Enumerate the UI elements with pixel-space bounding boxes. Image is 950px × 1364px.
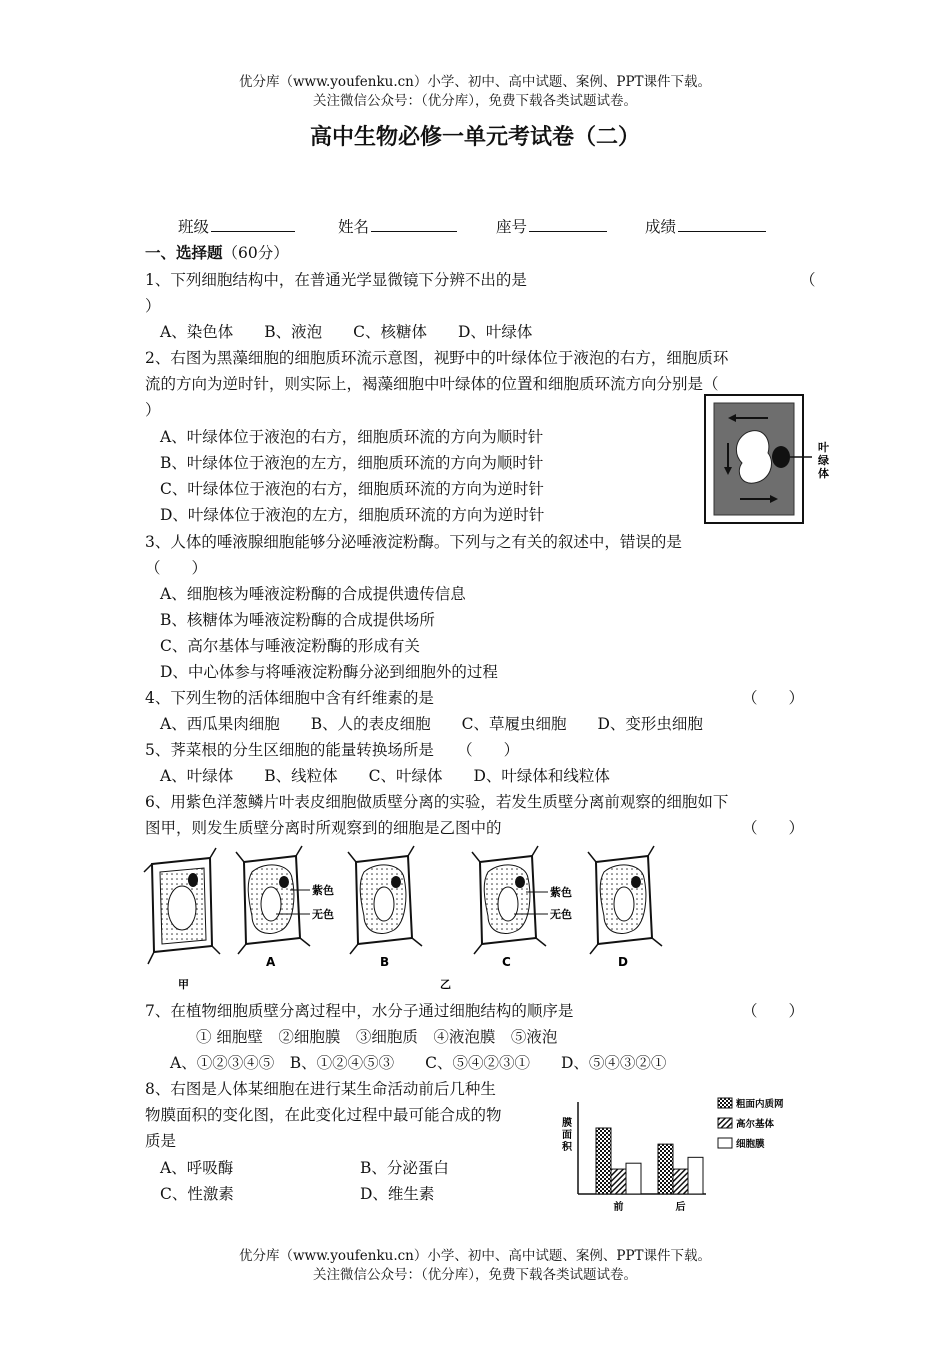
legend-swatch-0 — [718, 1098, 732, 1108]
cell-d — [588, 846, 662, 954]
q8-stem-line-2: 物膜面积的变化图，在此变化过程中最可能合成的物 — [145, 1106, 502, 1124]
chloroplast-label-2: 绿 — [818, 454, 829, 467]
seat-blank[interactable] — [529, 217, 607, 232]
q4-stem: 4、下列生物的活体细胞中含有纤维素的是 — [145, 689, 434, 707]
label-c: C — [502, 955, 511, 969]
q7-options: A、①②③④⑤ B、①②④⑤③ C、⑤④②③① D、⑤④③②① — [170, 1054, 667, 1072]
q6-bracket: （ ） — [742, 819, 805, 837]
q2-option-a: A、叶绿体位于液泡的右方，细胞质环流的方向为顺时针 — [160, 428, 544, 446]
q6-stem-line-1: 6、用紫色洋葱鳞片叶表皮细胞做质壁分离的实验，若发生质壁分离前观察的细胞如下 — [145, 793, 729, 811]
cell-a — [236, 846, 310, 954]
name-label: 姓名 — [338, 218, 370, 236]
bar-before-series-2 — [626, 1163, 641, 1194]
legend-swatch-2 — [718, 1138, 732, 1148]
q3-option-b: B、核糖体为唾液淀粉酶的合成提供场所 — [160, 611, 435, 629]
bar-after-series-2 — [688, 1157, 703, 1194]
label-purple-2: 紫色 — [550, 886, 572, 899]
q1-options: A、染色体 B、液泡 C、核糖体 D、叶绿体 — [160, 323, 533, 341]
bar-after-series-1 — [673, 1169, 688, 1194]
chloroplast-label-3: 体 — [818, 467, 829, 480]
q8-stem-line-3: 质是 — [145, 1132, 177, 1150]
cell-b — [348, 846, 422, 954]
x-tick-label-0: 前 — [613, 1202, 624, 1213]
q8-option-b: B、分泌蛋白 — [360, 1159, 449, 1177]
q2-stem-line-3: ） — [145, 401, 161, 419]
q2-option-b: B、叶绿体位于液泡的左方，细胞质环流的方向为顺时针 — [160, 454, 544, 472]
legend-label-1: 高尔基体 — [736, 1119, 775, 1130]
q6-plasmolysis-figure — [140, 842, 670, 992]
q5-options: A、叶绿体 B、线粒体 C、叶绿体 D、叶绿体和线粒体 — [160, 767, 610, 785]
label-yi: 乙 — [440, 978, 451, 991]
q1-bracket-open: （ — [800, 271, 816, 289]
q3-stem-line-2: （ ） — [145, 559, 208, 577]
name-blank[interactable] — [371, 217, 457, 232]
bar-after-series-0 — [658, 1144, 673, 1194]
q4-bracket: （ ） — [742, 689, 805, 707]
chloroplast — [772, 446, 790, 468]
info-name — [338, 215, 457, 237]
label-a: A — [266, 955, 276, 969]
label-b: B — [380, 955, 390, 969]
header-line-1: 优分库（www.youfenku.cn）小学、初中、高中试题、案例、PPT课件下载。 — [238, 74, 712, 90]
info-class — [178, 215, 295, 237]
section-1-points: （60分） — [222, 244, 289, 262]
bar-before-series-0 — [596, 1128, 611, 1194]
q5-stem: 5、荠菜根的分生区细胞的能量转换场所是 （ ） — [145, 741, 520, 759]
q2-option-d: D、叶绿体位于液泡的左方，细胞质环流的方向为逆时针 — [160, 506, 545, 524]
q8-membrane-area-chart — [560, 1090, 810, 1216]
q7-items: ① 细胞壁 ②细胞膜 ③细胞质 ④液泡膜 ⑤液泡 — [196, 1028, 558, 1046]
q1-stem: 1、下列细胞结构中，在普通光学显微镜下分辨不出的是 — [145, 271, 527, 289]
cell-c — [472, 846, 546, 954]
x-tick-label-1: 后 — [675, 1202, 686, 1213]
footer-line-2: 关注微信公众号：（优分库），免费下载各类试题试卷。 — [313, 1267, 637, 1283]
q3-option-c: C、高尔基体与唾液淀粉酶的形成有关 — [160, 637, 420, 655]
q2-stem-line-1: 2、右图为黑藻细胞的细胞质环流示意图，视野中的叶绿体位于液泡的右方，细胞质环 — [145, 349, 729, 367]
cell-jia — [144, 848, 220, 964]
q2-option-c: C、叶绿体位于液泡的右方，细胞质环流的方向为逆时针 — [160, 480, 544, 498]
q4-options: A、西瓜果肉细胞 B、人的表皮细胞 C、草履虫细胞 D、变形虫细胞 — [160, 715, 703, 733]
q3-option-a: A、细胞核为唾液淀粉酶的合成提供遗传信息 — [160, 585, 466, 603]
q2-cell-figure — [700, 393, 840, 527]
y-label-char-2: 积 — [562, 1142, 572, 1153]
q8-stem-line-1: 8、右图是人体某细胞在进行某生命活动前后几种生 — [145, 1080, 496, 1098]
y-label-char-0: 膜 — [562, 1118, 572, 1129]
score-blank[interactable] — [678, 217, 766, 232]
info-seat — [496, 215, 607, 237]
page-title: 高中生物必修一单元考试卷（二） — [309, 125, 640, 150]
q6-stem-line-2: 图甲，则发生质壁分离时所观察到的细胞是乙图中的 — [145, 819, 502, 837]
class-label: 班级 — [178, 218, 210, 236]
section-1-label: 一、选择题 — [145, 243, 223, 262]
legend-swatch-1 — [718, 1118, 732, 1128]
legend-label-2: 细胞膜 — [736, 1139, 765, 1150]
score-label: 成绩 — [645, 218, 677, 236]
q3-stem-line-1: 3、人体的唾液腺细胞能够分泌唾液淀粉酶。下列与之有关的叙述中，错误的是 — [145, 533, 682, 551]
class-blank[interactable] — [211, 217, 295, 232]
label-colorless-1: 无色 — [312, 908, 334, 921]
vacuole — [736, 431, 771, 484]
label-jia: 甲 — [178, 978, 189, 991]
q7-bracket: （ ） — [742, 1002, 805, 1020]
q2-stem-line-2: 流的方向为逆时针，则实际上，褐藻细胞中叶绿体的位置和细胞质环流方向分别是（ — [145, 375, 719, 393]
q8-option-a: A、呼吸酶 — [160, 1159, 234, 1177]
q3-option-d: D、中心体参与将唾液淀粉酶分泌到细胞外的过程 — [160, 663, 498, 681]
footer-line-1: 优分库（www.youfenku.cn）小学、初中、高中试题、案例、PPT课件下载。 — [238, 1248, 712, 1264]
label-d: D — [618, 955, 628, 969]
chloroplast-label-1: 叶 — [818, 441, 829, 454]
info-score — [645, 215, 766, 237]
q7-stem: 7、在植物细胞质壁分离过程中，水分子通过细胞结构的顺序是 — [145, 1002, 574, 1020]
y-axis-label — [562, 1116, 573, 1153]
q8-option-d: D、维生素 — [360, 1185, 435, 1203]
seat-label: 座号 — [496, 218, 528, 236]
bar-before-series-1 — [611, 1169, 626, 1194]
q1-bracket-close: ） — [145, 297, 161, 315]
header-line-2: 关注微信公众号：（优分库），免费下载各类试题试卷。 — [313, 93, 637, 109]
section-1-heading — [145, 241, 289, 263]
q8-option-c: C、性激素 — [160, 1185, 234, 1203]
legend-label-0: 粗面内质网 — [736, 1099, 784, 1110]
label-purple-1: 紫色 — [312, 884, 334, 897]
y-label-char-1: 面 — [562, 1130, 572, 1141]
label-colorless-2: 无色 — [550, 908, 572, 921]
